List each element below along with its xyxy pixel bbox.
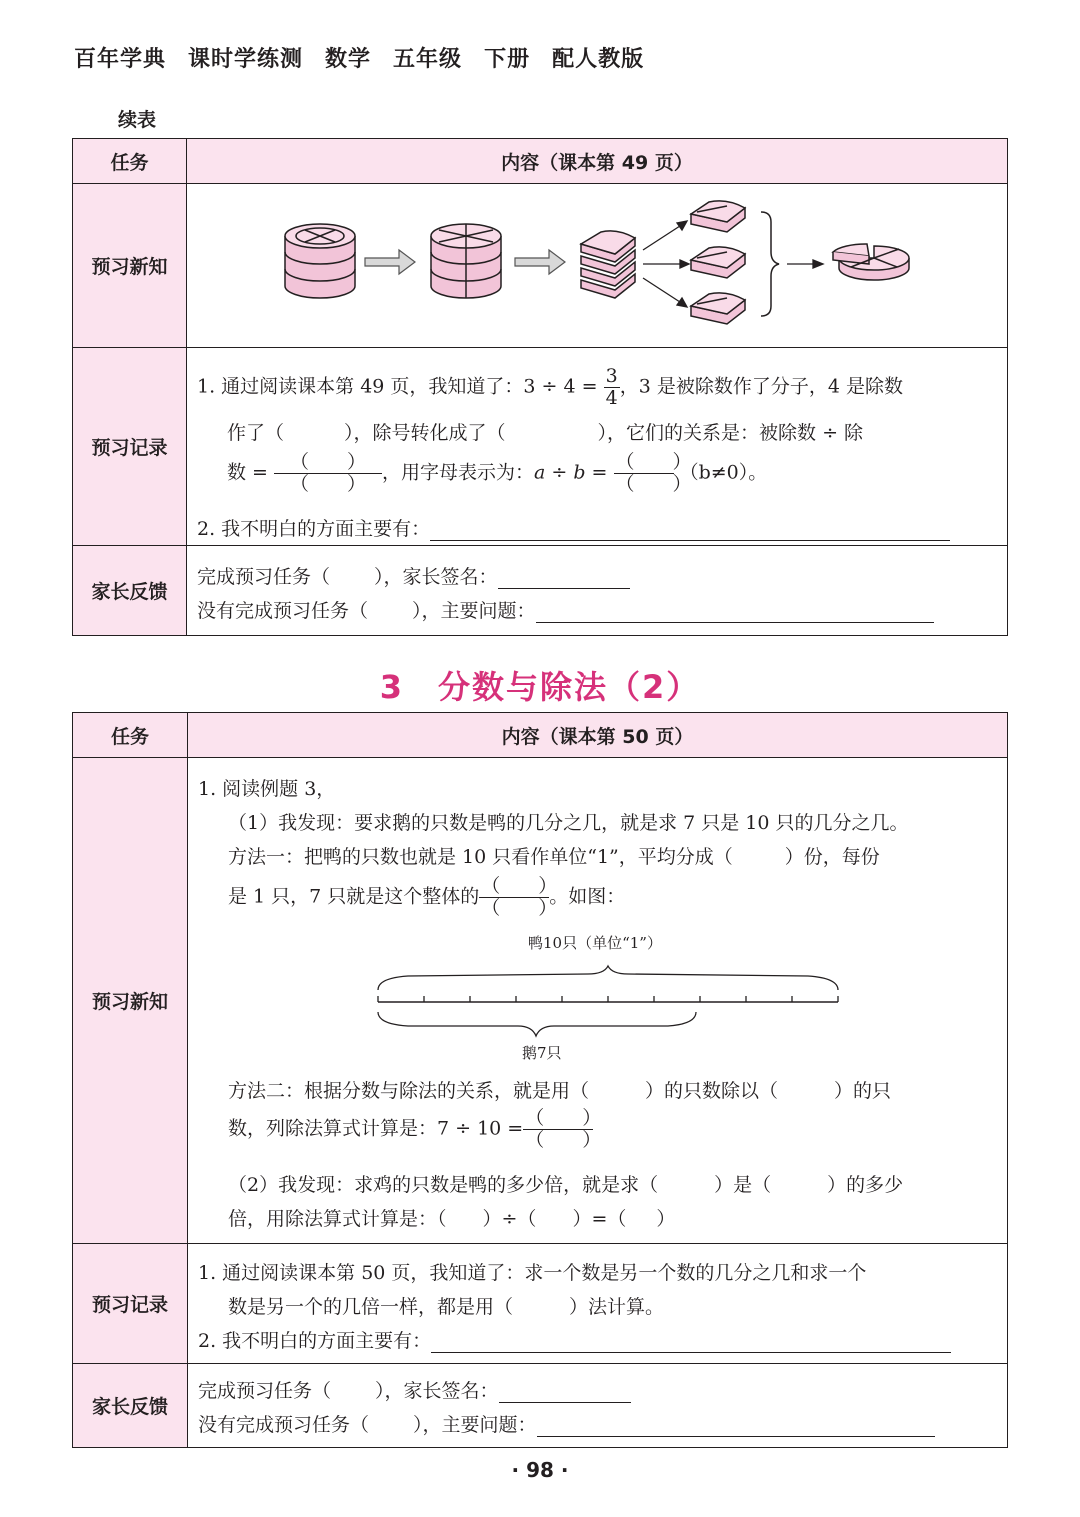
- preview-line-5: [228, 1076, 891, 1103]
- stacked-slices-icon: [581, 231, 635, 298]
- record-text: （b≠0）。: [679, 461, 768, 484]
- blank-fraction-method2[interactable]: [523, 1107, 602, 1151]
- record-text: ）法计算。: [569, 1296, 665, 1318]
- preview-text: 是 1 只，7 只就是这个整体的: [228, 885, 480, 908]
- table1-row1-label: 预习新知: [73, 184, 187, 348]
- arrow-right-icon: [365, 250, 415, 274]
- feedback-text: ），主要问题：: [412, 600, 536, 622]
- preview-line-1: 1. 阅读例题 3，: [198, 778, 336, 800]
- header-edition: 配人教版: [552, 47, 645, 72]
- blank-denominator[interactable]: （ ）: [525, 1128, 602, 1151]
- preview-text: 方法二：根据分数与除法的关系，就是用（: [228, 1080, 590, 1102]
- cake-diagram-cell: [187, 184, 1008, 348]
- cut-cake-icon: [431, 224, 501, 298]
- preview-text: ）是（: [714, 1174, 772, 1196]
- confusion-answer-line[interactable]: [431, 1330, 951, 1353]
- arrow-right-icon: [787, 260, 823, 268]
- feedback-text: 完成预习任务（: [198, 1380, 332, 1402]
- header-book: 课时学练测: [188, 47, 304, 72]
- preview-line-3: [228, 842, 880, 869]
- table1-row3-label: 家长反馈: [73, 546, 187, 636]
- preview-text: ）: [656, 1208, 676, 1230]
- record-line-2: [227, 418, 863, 445]
- blank-numerator[interactable]: （ ）: [615, 451, 692, 473]
- table2-head-content: 内容（课本第 50 页）: [188, 713, 1008, 758]
- slice-portion-icon: [691, 201, 745, 232]
- preview-line-7: [228, 1170, 903, 1197]
- feedback-line-1: [197, 562, 630, 589]
- fraction-numerator: 3: [605, 365, 618, 387]
- table2-row3-label: 家长反馈: [73, 1364, 188, 1448]
- bottom-brace: [378, 1012, 696, 1036]
- preview-text: 。如图：: [549, 885, 626, 908]
- record-text: 作了（: [227, 422, 285, 444]
- parent-signature-line[interactable]: [499, 1380, 631, 1403]
- blank-numerator[interactable]: （ ）: [481, 875, 558, 897]
- feedback2-line-2: [198, 1410, 935, 1437]
- main-problem-line[interactable]: [537, 1414, 935, 1437]
- feedback-text: ），家长签名：: [374, 566, 498, 588]
- table2-row2-content: [188, 1244, 1008, 1364]
- goose-label: 鹅7只: [522, 1044, 562, 1062]
- blank-denominator[interactable]: （ ）: [615, 472, 692, 495]
- fraction-three-quarters: [604, 366, 620, 409]
- table2-row2-label: 预习记录: [73, 1244, 188, 1364]
- preview-line-2: （1）我发现：要求鹅的只数是鸭的几分之几，就是求 7 只是 10 只的几分之几。: [228, 812, 909, 834]
- record-text: 2. 我不明白的方面主要有：: [197, 518, 431, 540]
- record-line-4: [197, 514, 950, 541]
- feedback-text: 没有完成预习任务（: [198, 1414, 370, 1436]
- blank-denominator[interactable]: （ ）: [290, 472, 367, 495]
- feedback-text: ），主要问题：: [413, 1414, 537, 1436]
- record-line-3: [227, 452, 767, 495]
- table-1: [72, 138, 1008, 636]
- preview-text: （2）我发现：求鸡的只数是鸭的多少倍，就是求（: [228, 1174, 659, 1196]
- record-text: ），它们的关系是：被除数 ÷ 除: [597, 422, 864, 444]
- feedback-text: ），家长签名：: [375, 1380, 499, 1402]
- table2-row1-label: 预习新知: [73, 758, 188, 1244]
- preview-text: ）的只: [834, 1080, 892, 1102]
- duck-label: 鸭10只（单位“1”）: [528, 934, 662, 952]
- three-quarter-cake-icon: [833, 244, 909, 280]
- blank-fraction-method1[interactable]: [479, 875, 558, 919]
- preview-text: 倍，用除法算式计算是：（: [228, 1208, 447, 1230]
- table2-row1-content: [188, 758, 1008, 1244]
- slice-portion-icon: [691, 293, 745, 324]
- table2-row3-content: [188, 1364, 1008, 1448]
- table1-head-content: 内容（课本第 49 页）: [187, 139, 1008, 184]
- whole-cake-icon: [285, 224, 355, 298]
- feedback2-line-1: [198, 1376, 631, 1403]
- blank-denominator[interactable]: （ ）: [481, 896, 558, 919]
- feedback-text: 没有完成预习任务（: [197, 600, 369, 622]
- record-line-1: [197, 366, 903, 409]
- confusion-answer-line[interactable]: [430, 518, 950, 541]
- preview-text: ）的只数除以（: [645, 1080, 779, 1102]
- letter-formula: a ÷ b =: [534, 461, 608, 484]
- right-brace-icon: [761, 212, 779, 316]
- preview-text: 方法一：把鸭的只数也就是 10 只看作单位“1”，平均分成（: [228, 846, 733, 868]
- book-header: [74, 42, 666, 73]
- table1-row2-content: [187, 348, 1008, 546]
- record2-line-1: 1. 通过阅读课本第 50 页，我知道了：求一个数是另一个数的几分之几和求一个: [198, 1262, 867, 1284]
- record-text: 数是另一个的几倍一样，都是用（: [228, 1296, 514, 1318]
- table1-row2-label: 预习记录: [73, 348, 187, 546]
- preview-text: ）的多少: [827, 1174, 904, 1196]
- record-text: ，用字母表示为：: [382, 461, 535, 484]
- header-volume: 下册: [484, 47, 531, 72]
- record2-line-2: [228, 1292, 664, 1319]
- table-2: [72, 712, 1008, 1448]
- top-brace: [378, 966, 838, 990]
- slice-portion-icon: [691, 247, 745, 278]
- record-text: 数 =: [227, 461, 268, 484]
- arrow-right-icon: [515, 250, 565, 274]
- main-problem-line[interactable]: [536, 600, 934, 623]
- blank-fraction-letters[interactable]: [614, 451, 692, 495]
- header-subject: 数学: [325, 47, 372, 72]
- blank-numerator[interactable]: （ ）: [525, 1107, 602, 1129]
- feedback-text: 完成预习任务（: [197, 566, 331, 588]
- page-number: · 98 ·: [511, 1458, 569, 1482]
- preview-text: ）=（: [572, 1208, 627, 1230]
- continued-label: 续表: [118, 109, 157, 131]
- record-text: ，3 是被除数作了分子，4 是除数: [619, 375, 903, 398]
- header-series: 百年学典: [74, 47, 167, 72]
- segment-diagram: [368, 964, 868, 1054]
- preview-text: ）份，每份: [784, 846, 880, 868]
- preview-text: ）÷（: [482, 1208, 537, 1230]
- record-text: 1. 通过阅读课本第 49 页，我知道了：3 ÷ 4 =: [197, 375, 598, 398]
- preview-line-6: [228, 1107, 602, 1151]
- parent-signature-line[interactable]: [498, 566, 630, 589]
- preview-line-4: [228, 876, 625, 919]
- record2-line-3: [198, 1326, 951, 1353]
- table2-head-task: 任务: [73, 713, 188, 758]
- table1-head-task: 任务: [73, 139, 187, 184]
- preview-text: 数，列除法算式计算是：7 ÷ 10 =: [228, 1117, 524, 1140]
- record-text: 2. 我不明白的方面主要有：: [198, 1330, 432, 1352]
- segment-ticks: [378, 996, 838, 1002]
- section-title: 3 分数与除法（2）: [379, 668, 701, 706]
- cake-division-diagram: [187, 184, 1007, 342]
- record-text: ），除号转化成了（: [344, 422, 506, 444]
- header-grade: 五年级: [393, 47, 463, 72]
- blank-fraction-general[interactable]: [274, 452, 382, 495]
- blank-numerator[interactable]: （ ）: [274, 452, 382, 474]
- fraction-denominator: 4: [605, 386, 618, 409]
- table1-row3-content: [187, 546, 1008, 636]
- preview-line-8: [228, 1204, 675, 1231]
- branch-arrows: [643, 221, 689, 307]
- feedback-line-2: [197, 596, 934, 623]
